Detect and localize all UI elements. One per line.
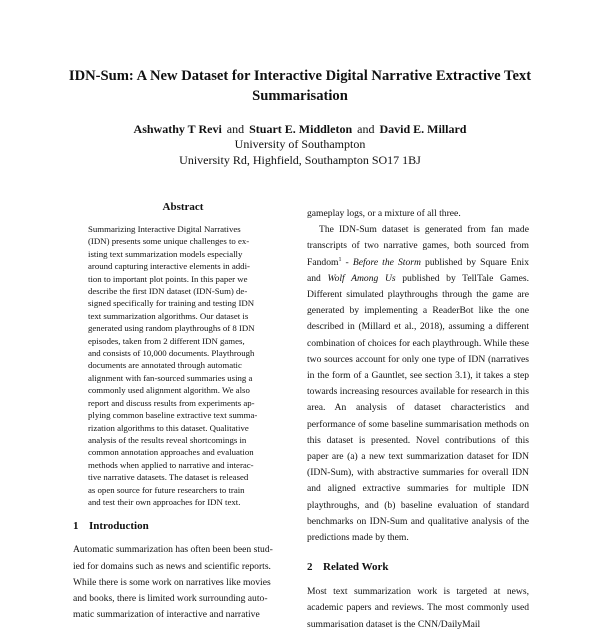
section-title: Related Work (323, 561, 389, 574)
right-column (307, 206, 529, 633)
continuation-paragraph: gameplay logs, or a mixture of all three. (307, 208, 461, 219)
author-2: Stuart E. Middleton (249, 122, 353, 136)
footnote-marker: 1 (338, 256, 342, 263)
game-title-1: Before the Storm (352, 256, 421, 268)
section-heading-introduction (73, 519, 293, 533)
dataset-text-b: - (341, 256, 353, 268)
game-title-2: Wolf Among Us (327, 272, 396, 284)
section-number: 1 (73, 520, 79, 533)
dataset-paragraph (307, 222, 529, 546)
author-1: Ashwathy T Revi (133, 122, 222, 136)
right-column-text (307, 206, 529, 546)
section-number: 2 (307, 561, 313, 574)
author-separator: and (357, 122, 375, 136)
section-title: Introduction (89, 520, 149, 533)
author-line (40, 121, 560, 137)
affiliation (40, 137, 560, 168)
abstract-text: Summarizing Interactive Digital Narratives (IDN) presents some unique challenges to ex- isting text summarization models especially around capturing interactive elements in addi- tion to important plot points. In this paper we describe the first IDN dataset (IDN-Sum) de- signed specifically for training and testing IDN text summarization algorithms. Our dataset is generated using random playthroughs of 8 IDN episodes, taken from 2 different IDN games, and consists of 10,000 documents. Playthrough documents are annotated through automatic alignment with fan-sourced summaries using a commonly used alignment algorithm. We also report and discuss results from experiments ap- plying common baseline extractive text summa- rization algorithms to this dataset. Qualitative analysis of the results reveal shortcomings in common annotation approaches and evaluation methods when applied to narrative and interac- tive narrative datasets. The dataset is released as open source for future researchers to train and test their own approaches for IDN text. (88, 224, 258, 507)
author-3: David E. Millard (379, 122, 467, 136)
left-column (73, 200, 293, 623)
dataset-text-a: The IDN-Sum dataset is generated from fan made transcripts of two narrative games, both sourced from Fandom (307, 224, 529, 268)
author-separator: and (226, 122, 245, 136)
abstract-heading: Abstract (162, 201, 204, 213)
affiliation-institution: University of Southampton (234, 137, 366, 151)
affiliation-address: University Rd, Highfield, Southampton SO17 1BJ (179, 152, 421, 167)
dataset-text-d: published by TellTale Games. Different simulated playthroughs through the game are generated by implementing a ReaderBot like the one described in (Millard et al., 2018), assuming a different combination of choices for each playthrough. While these two sources account for only one type of IDN (narratives in the form of a Gauntlet, see section 3.1), it takes a step towards increasing resources available for research in this area. An analysis of dataset characteristics and performance of some baseline summarisation methods on this dataset is presented. Novel contributions of this paper are (a) a new text summarization dataset for IDN (IDN-Sum), with abstractive summaries for overall IDN and aligned extractive summaries for multiple IDN playthroughs, and (b) baseline evaluation of standard benchmarks on IDN-Sum and qualitative analysis of the predictions made by them. (307, 272, 530, 544)
dataset-text-c: published by Square Enix and (307, 256, 529, 284)
section-heading-related-work (307, 560, 529, 574)
related-work-text: Most text summarization work is targeted at news, academic papers and reviews. The most commonly used summarisation dataset is the CNN/DailyMail (307, 586, 529, 630)
paper-title: IDN-Sum: A New Dataset for Interactive Digital Narrative Extractive Text Summarisation (68, 68, 532, 104)
introduction-text: Automatic summarization has often been been stud- ied for domains such as news and scientific reports. While there is some work on narratives like movies and books, there is limited work surrounding auto- matic summarization of interactive and narrative (73, 544, 273, 621)
